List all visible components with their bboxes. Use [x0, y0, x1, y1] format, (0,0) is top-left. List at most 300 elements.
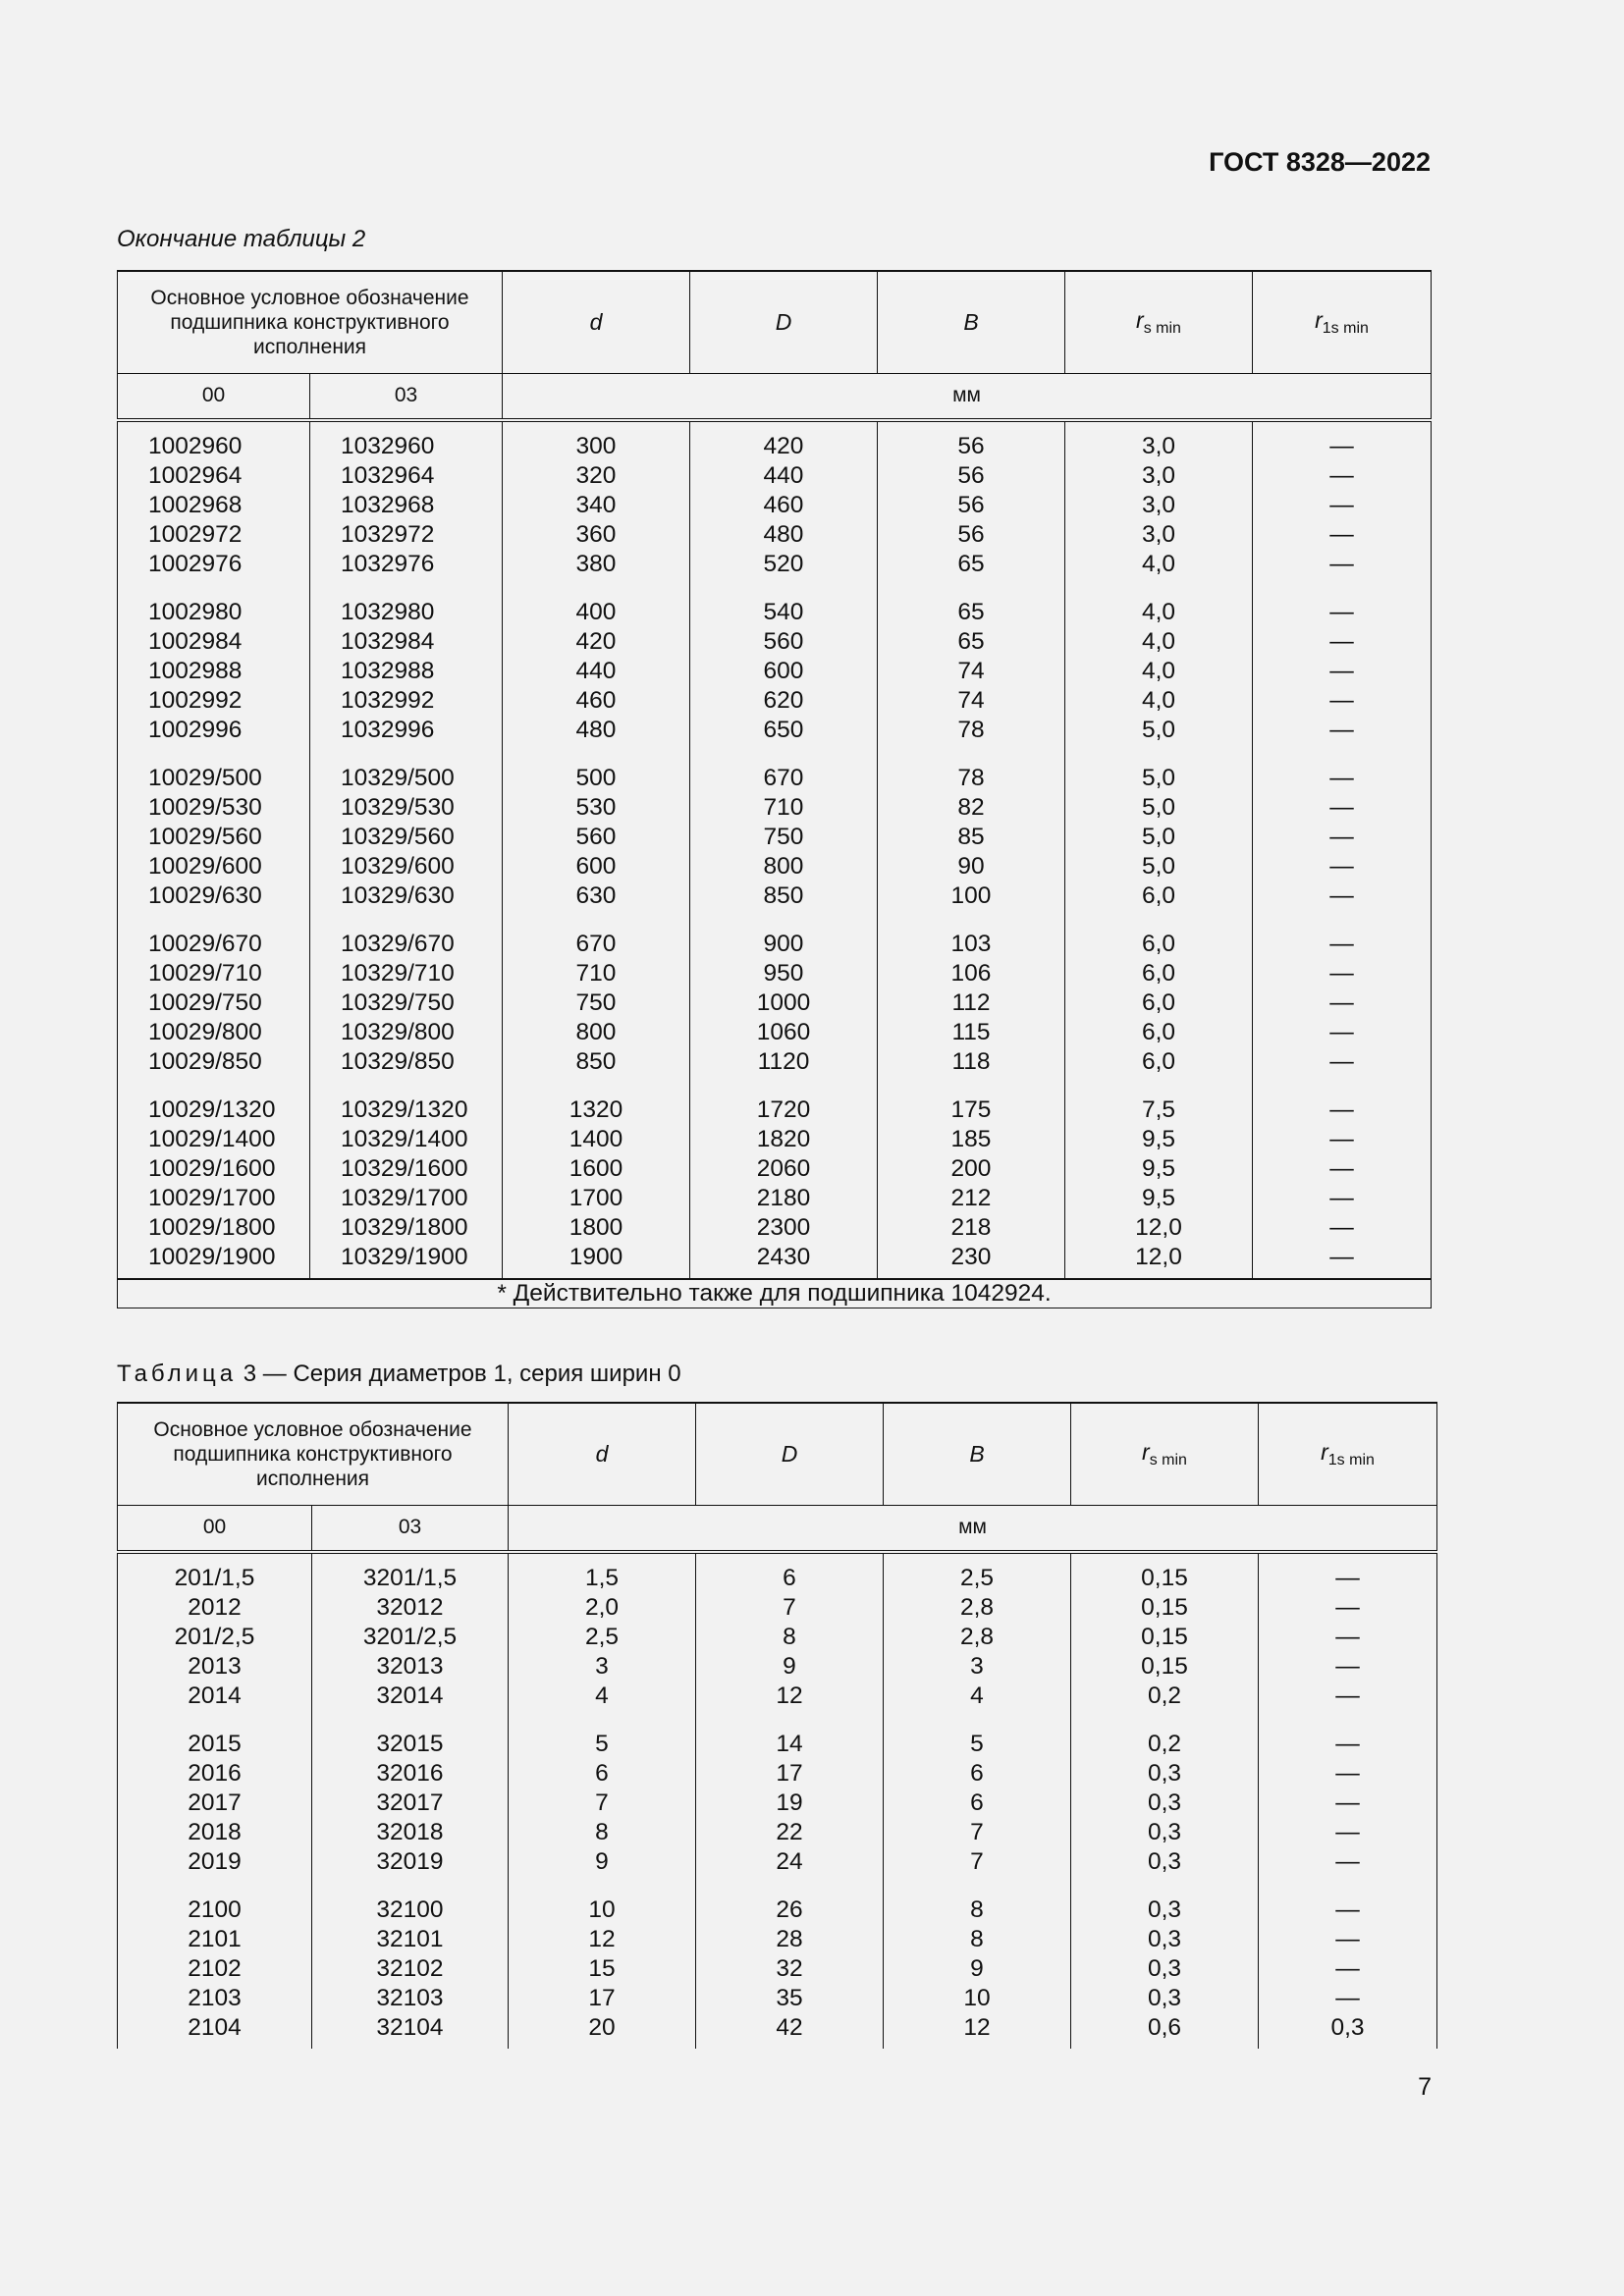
- r1s-min-value: —: [1253, 1243, 1432, 1279]
- designation-00: 201/1,5: [118, 1552, 312, 1593]
- rs-min-value: 4,0: [1065, 657, 1253, 686]
- B-value: 106: [878, 959, 1065, 988]
- designation-00: 10029/850: [118, 1047, 310, 1077]
- D-value: 9: [696, 1652, 884, 1682]
- table-row: [118, 520, 1432, 550]
- B-value: 65: [878, 550, 1065, 579]
- rs-min-value: 12,0: [1065, 1213, 1253, 1243]
- table-row: [118, 716, 1432, 745]
- table-row: [118, 1154, 1432, 1184]
- r1s-min-value: —: [1253, 716, 1432, 745]
- r1s-min-value: —: [1253, 550, 1432, 579]
- designation-03: 32015: [312, 1711, 509, 1759]
- designation-00: 10029/600: [118, 852, 310, 881]
- D-value: 26: [696, 1877, 884, 1925]
- D-value: 800: [690, 852, 878, 881]
- designation-00: 1002984: [118, 627, 310, 657]
- designation-00: 1002992: [118, 686, 310, 716]
- D-value: 22: [696, 1818, 884, 1847]
- designation-00: 10029/530: [118, 793, 310, 823]
- d-value: 5: [509, 1711, 696, 1759]
- designation-header: Основное условное обозначение подшипника конструктивного исполнения: [118, 1403, 509, 1505]
- designation-03: 10329/530: [310, 793, 503, 823]
- designation-03: 3201/2,5: [312, 1623, 509, 1652]
- table-3-body: [118, 1552, 1437, 2049]
- table-2: [117, 270, 1432, 1308]
- table-row: [118, 1243, 1432, 1279]
- designation-00: 2014: [118, 1682, 312, 1711]
- table-row: [118, 491, 1432, 520]
- designation-03: 32017: [312, 1789, 509, 1818]
- rs-min-value: 0,3: [1071, 1925, 1259, 1954]
- table-2-body: [118, 420, 1432, 1279]
- designation-03: 32014: [312, 1682, 509, 1711]
- designation-03: 32013: [312, 1652, 509, 1682]
- table-row: [118, 1652, 1437, 1682]
- D-value: 1060: [690, 1018, 878, 1047]
- designation-header: Основное условное обозначение подшипника конструктивного исполнения: [118, 271, 503, 373]
- designation-03: 1032992: [310, 686, 503, 716]
- D-value: 750: [690, 823, 878, 852]
- designation-00: 10029/1800: [118, 1213, 310, 1243]
- designation-03: 1032996: [310, 716, 503, 745]
- B-value: 2,5: [884, 1552, 1071, 1593]
- D-value: 650: [690, 716, 878, 745]
- table-row: [118, 1552, 1437, 1593]
- designation-03: 1032984: [310, 627, 503, 657]
- d-value: 1400: [503, 1125, 690, 1154]
- d-value: 850: [503, 1047, 690, 1077]
- r1s-min-value: —: [1253, 461, 1432, 491]
- B-value: 6: [884, 1759, 1071, 1789]
- table-row: [118, 657, 1432, 686]
- D-value: 670: [690, 745, 878, 793]
- r1s-min-value: —: [1253, 1154, 1432, 1184]
- designation-00: 2012: [118, 1593, 312, 1623]
- B-value: 218: [878, 1213, 1065, 1243]
- designation-03: 1032964: [310, 461, 503, 491]
- col-rs-min-header: $r_{s min}$: [1071, 1403, 1259, 1505]
- table-row: [118, 686, 1432, 716]
- B-value: 5: [884, 1711, 1071, 1759]
- table-row: [118, 1682, 1437, 1711]
- designation-03: 32100: [312, 1877, 509, 1925]
- B-value: 2,8: [884, 1623, 1071, 1652]
- rs-min-value: 0,6: [1071, 2013, 1259, 2049]
- r1s-min-value: —: [1253, 627, 1432, 657]
- B-value: 78: [878, 716, 1065, 745]
- unit-header: мм: [509, 1505, 1437, 1552]
- designation-00: 10029/710: [118, 959, 310, 988]
- r1s-min-value: —: [1259, 1789, 1437, 1818]
- table-row: [118, 1984, 1437, 2013]
- d-value: 17: [509, 1984, 696, 2013]
- r1s-min-value: —: [1253, 823, 1432, 852]
- d-value: 560: [503, 823, 690, 852]
- table-row: [118, 823, 1432, 852]
- rs-min-value: 6,0: [1065, 911, 1253, 959]
- B-value: 230: [878, 1243, 1065, 1279]
- designation-00: 10029/630: [118, 881, 310, 911]
- r1s-min-value: —: [1253, 1047, 1432, 1077]
- B-value: 85: [878, 823, 1065, 852]
- B-value: 90: [878, 852, 1065, 881]
- designation-00: 10029/1400: [118, 1125, 310, 1154]
- r1s-min-value: —: [1253, 793, 1432, 823]
- rs-min-value: 0,3: [1071, 1818, 1259, 1847]
- table-row: [118, 550, 1432, 579]
- designation-00: 10029/1600: [118, 1154, 310, 1184]
- d-value: 7: [509, 1789, 696, 1818]
- designation-00: 2103: [118, 1984, 312, 2013]
- designation-00: 2015: [118, 1711, 312, 1759]
- r1s-min-value: —: [1259, 1552, 1437, 1593]
- r1s-min-value: —: [1253, 579, 1432, 627]
- col-B-header: B: [884, 1403, 1071, 1505]
- designation-00: 1002972: [118, 520, 310, 550]
- designation-03: 10329/630: [310, 881, 503, 911]
- designation-03: 10329/600: [310, 852, 503, 881]
- r1s-min-value: —: [1253, 852, 1432, 881]
- r1s-min-value: —: [1259, 1847, 1437, 1877]
- designation-03: 10329/1800: [310, 1213, 503, 1243]
- d-value: 630: [503, 881, 690, 911]
- D-value: 2180: [690, 1184, 878, 1213]
- designation-03: 10329/500: [310, 745, 503, 793]
- r1s-min-value: —: [1253, 1018, 1432, 1047]
- designation-00: 10029/670: [118, 911, 310, 959]
- rs-min-value: 0,3: [1071, 1847, 1259, 1877]
- B-value: 82: [878, 793, 1065, 823]
- col-d-header: d: [503, 271, 690, 373]
- table-row: [118, 1925, 1437, 1954]
- table-row: [118, 2013, 1437, 2049]
- B-value: 212: [878, 1184, 1065, 1213]
- table-row: [118, 1047, 1432, 1077]
- D-value: 2300: [690, 1213, 878, 1243]
- D-value: 42: [696, 2013, 884, 2049]
- r1s-min-value: —: [1259, 1759, 1437, 1789]
- D-value: 420: [690, 420, 878, 461]
- designation-00: 10029/1900: [118, 1243, 310, 1279]
- d-value: 750: [503, 988, 690, 1018]
- D-value: 8: [696, 1623, 884, 1652]
- D-value: 17: [696, 1759, 884, 1789]
- rs-min-value: 0,15: [1071, 1552, 1259, 1593]
- B-value: 7: [884, 1818, 1071, 1847]
- col-r1s-min-header: $r_{1s min}$: [1253, 271, 1432, 373]
- rs-min-value: 0,15: [1071, 1652, 1259, 1682]
- rs-min-value: 0,3: [1071, 1759, 1259, 1789]
- table-row: [118, 1847, 1437, 1877]
- table-row: [118, 1818, 1437, 1847]
- r1s-min-value: —: [1259, 1711, 1437, 1759]
- rs-min-value: 0,3: [1071, 1877, 1259, 1925]
- col-B-header: B: [878, 271, 1065, 373]
- designation-00: 10029/800: [118, 1018, 310, 1047]
- designation-03: 32012: [312, 1593, 509, 1623]
- designation-03: 10329/710: [310, 959, 503, 988]
- D-value: 950: [690, 959, 878, 988]
- table-row: [118, 1759, 1437, 1789]
- col-D-header: D: [690, 271, 878, 373]
- designation-03: 32016: [312, 1759, 509, 1789]
- designation-03: 1032976: [310, 550, 503, 579]
- table-row: [118, 1789, 1437, 1818]
- B-value: 9: [884, 1954, 1071, 1984]
- table-row: [118, 1954, 1437, 1984]
- d-value: 670: [503, 911, 690, 959]
- B-value: 10: [884, 1984, 1071, 2013]
- B-value: 200: [878, 1154, 1065, 1184]
- col-d-header: d: [509, 1403, 696, 1505]
- designation-03: 1032968: [310, 491, 503, 520]
- designation-03: 32019: [312, 1847, 509, 1877]
- table-row: [118, 959, 1432, 988]
- rs-min-value: 5,0: [1065, 793, 1253, 823]
- designation-00: 10029/560: [118, 823, 310, 852]
- rs-min-value: 0,3: [1071, 1954, 1259, 1984]
- rs-min-value: 9,5: [1065, 1125, 1253, 1154]
- table-row: [118, 1711, 1437, 1759]
- D-value: 35: [696, 1984, 884, 2013]
- col-D-header: D: [696, 1403, 884, 1505]
- d-value: 530: [503, 793, 690, 823]
- D-value: 28: [696, 1925, 884, 1954]
- designation-03: 10329/850: [310, 1047, 503, 1077]
- designation-00: 2101: [118, 1925, 312, 1954]
- r1s-min-value: —: [1253, 1125, 1432, 1154]
- D-value: 900: [690, 911, 878, 959]
- D-value: 12: [696, 1682, 884, 1711]
- variant-03-header: 03: [310, 373, 503, 420]
- rs-min-value: 0,15: [1071, 1623, 1259, 1652]
- d-value: 4: [509, 1682, 696, 1711]
- table-3-caption: Таблица 3 — Серия диаметров 1, серия ширин 0: [117, 1361, 681, 1387]
- D-value: 460: [690, 491, 878, 520]
- d-value: 1600: [503, 1154, 690, 1184]
- B-value: 7: [884, 1847, 1071, 1877]
- r1s-min-value: —: [1253, 911, 1432, 959]
- r1s-min-value: —: [1259, 1652, 1437, 1682]
- B-value: 118: [878, 1047, 1065, 1077]
- rs-min-value: 9,5: [1065, 1154, 1253, 1184]
- rs-min-value: 6,0: [1065, 988, 1253, 1018]
- r1s-min-value: —: [1259, 1818, 1437, 1847]
- r1s-min-value: —: [1259, 1877, 1437, 1925]
- table-row: [118, 1593, 1437, 1623]
- rs-min-value: 0,15: [1071, 1593, 1259, 1623]
- designation-00: 10029/1700: [118, 1184, 310, 1213]
- d-value: 8: [509, 1818, 696, 1847]
- table-row: [118, 745, 1432, 793]
- d-value: 9: [509, 1847, 696, 1877]
- D-value: 480: [690, 520, 878, 550]
- designation-00: 2018: [118, 1818, 312, 1847]
- table-row: [118, 1125, 1432, 1154]
- rs-min-value: 6,0: [1065, 959, 1253, 988]
- D-value: 1820: [690, 1125, 878, 1154]
- designation-03: 1032960: [310, 420, 503, 461]
- B-value: 2,8: [884, 1593, 1071, 1623]
- col-rs-min-header: $r_{s min}$: [1065, 271, 1253, 373]
- d-value: 500: [503, 745, 690, 793]
- d-value: 12: [509, 1925, 696, 1954]
- B-value: 175: [878, 1077, 1065, 1125]
- d-value: 1800: [503, 1213, 690, 1243]
- rs-min-value: 4,0: [1065, 550, 1253, 579]
- D-value: 14: [696, 1711, 884, 1759]
- designation-00: 2017: [118, 1789, 312, 1818]
- D-value: 710: [690, 793, 878, 823]
- d-value: 1320: [503, 1077, 690, 1125]
- D-value: 560: [690, 627, 878, 657]
- d-value: 440: [503, 657, 690, 686]
- designation-03: 10329/800: [310, 1018, 503, 1047]
- d-value: 600: [503, 852, 690, 881]
- D-value: 1000: [690, 988, 878, 1018]
- r1s-min-value: —: [1253, 686, 1432, 716]
- d-value: 300: [503, 420, 690, 461]
- D-value: 520: [690, 550, 878, 579]
- D-value: 600: [690, 657, 878, 686]
- r1s-min-value: —: [1253, 988, 1432, 1018]
- d-value: 480: [503, 716, 690, 745]
- B-value: 3: [884, 1652, 1071, 1682]
- designation-03: 32102: [312, 1954, 509, 1984]
- r1s-min-value: —: [1259, 1954, 1437, 1984]
- d-value: 2,0: [509, 1593, 696, 1623]
- designation-00: 1002976: [118, 550, 310, 579]
- designation-00: 2019: [118, 1847, 312, 1877]
- d-value: 710: [503, 959, 690, 988]
- B-value: 78: [878, 745, 1065, 793]
- designation-03: 1032980: [310, 579, 503, 627]
- D-value: 19: [696, 1789, 884, 1818]
- rs-min-value: 3,0: [1065, 520, 1253, 550]
- r1s-min-value: —: [1253, 1184, 1432, 1213]
- designation-00: 10029/1320: [118, 1077, 310, 1125]
- designation-00: 1002996: [118, 716, 310, 745]
- variant-00-header: 00: [118, 1505, 312, 1552]
- rs-min-value: 12,0: [1065, 1243, 1253, 1279]
- rs-min-value: 5,0: [1065, 823, 1253, 852]
- designation-00: 2104: [118, 2013, 312, 2049]
- r1s-min-value: 0,3: [1259, 2013, 1437, 2049]
- table-row: [118, 579, 1432, 627]
- table-row: [118, 881, 1432, 911]
- table-row: [118, 1877, 1437, 1925]
- B-value: 74: [878, 686, 1065, 716]
- table-row: [118, 988, 1432, 1018]
- r1s-min-value: —: [1259, 1925, 1437, 1954]
- rs-min-value: 0,2: [1071, 1711, 1259, 1759]
- rs-min-value: 3,0: [1065, 461, 1253, 491]
- designation-03: 10329/1320: [310, 1077, 503, 1125]
- D-value: 24: [696, 1847, 884, 1877]
- d-value: 3: [509, 1652, 696, 1682]
- B-value: 65: [878, 579, 1065, 627]
- table-row: [118, 1077, 1432, 1125]
- table-row: [118, 1018, 1432, 1047]
- D-value: 1120: [690, 1047, 878, 1077]
- rs-min-value: 3,0: [1065, 420, 1253, 461]
- designation-00: 1002980: [118, 579, 310, 627]
- rs-min-value: 6,0: [1065, 1047, 1253, 1077]
- B-value: 56: [878, 491, 1065, 520]
- designation-03: 10329/1900: [310, 1243, 503, 1279]
- designation-00: 2016: [118, 1759, 312, 1789]
- B-value: 112: [878, 988, 1065, 1018]
- table-3: [117, 1402, 1437, 2049]
- r1s-min-value: —: [1253, 420, 1432, 461]
- r1s-min-value: —: [1253, 1213, 1432, 1243]
- d-value: 1900: [503, 1243, 690, 1279]
- r1s-min-value: —: [1253, 491, 1432, 520]
- variant-03-header: 03: [312, 1505, 509, 1552]
- designation-00: 201/2,5: [118, 1623, 312, 1652]
- D-value: 1720: [690, 1077, 878, 1125]
- B-value: 56: [878, 461, 1065, 491]
- variant-00-header: 00: [118, 373, 310, 420]
- d-value: 420: [503, 627, 690, 657]
- B-value: 65: [878, 627, 1065, 657]
- B-value: 12: [884, 2013, 1071, 2049]
- d-value: 15: [509, 1954, 696, 1984]
- D-value: 32: [696, 1954, 884, 1984]
- d-value: 10: [509, 1877, 696, 1925]
- table-row: [118, 627, 1432, 657]
- designation-03: 10329/670: [310, 911, 503, 959]
- D-value: 620: [690, 686, 878, 716]
- designation-03: 32101: [312, 1925, 509, 1954]
- table-row: [118, 461, 1432, 491]
- d-value: 800: [503, 1018, 690, 1047]
- d-value: 360: [503, 520, 690, 550]
- rs-min-value: 5,0: [1065, 716, 1253, 745]
- table-row: [118, 1213, 1432, 1243]
- designation-03: 10329/1700: [310, 1184, 503, 1213]
- r1s-min-value: —: [1259, 1623, 1437, 1652]
- d-value: 320: [503, 461, 690, 491]
- rs-min-value: 7,5: [1065, 1077, 1253, 1125]
- B-value: 56: [878, 520, 1065, 550]
- r1s-min-value: —: [1253, 1077, 1432, 1125]
- D-value: 6: [696, 1552, 884, 1593]
- table-row: [118, 911, 1432, 959]
- r1s-min-value: —: [1259, 1593, 1437, 1623]
- designation-00: 10029/750: [118, 988, 310, 1018]
- d-value: 340: [503, 491, 690, 520]
- designation-03: 32104: [312, 2013, 509, 2049]
- B-value: 185: [878, 1125, 1065, 1154]
- r1s-min-value: —: [1253, 745, 1432, 793]
- B-value: 103: [878, 911, 1065, 959]
- rs-min-value: 9,5: [1065, 1184, 1253, 1213]
- designation-03: 1032988: [310, 657, 503, 686]
- r1s-min-value: —: [1253, 881, 1432, 911]
- D-value: 7: [696, 1593, 884, 1623]
- table-row: [118, 793, 1432, 823]
- rs-min-value: 5,0: [1065, 745, 1253, 793]
- designation-00: 1002964: [118, 461, 310, 491]
- r1s-min-value: —: [1259, 1984, 1437, 2013]
- d-value: 20: [509, 2013, 696, 2049]
- designation-03: 10329/1600: [310, 1154, 503, 1184]
- B-value: 4: [884, 1682, 1071, 1711]
- rs-min-value: 5,0: [1065, 852, 1253, 881]
- B-value: 6: [884, 1789, 1071, 1818]
